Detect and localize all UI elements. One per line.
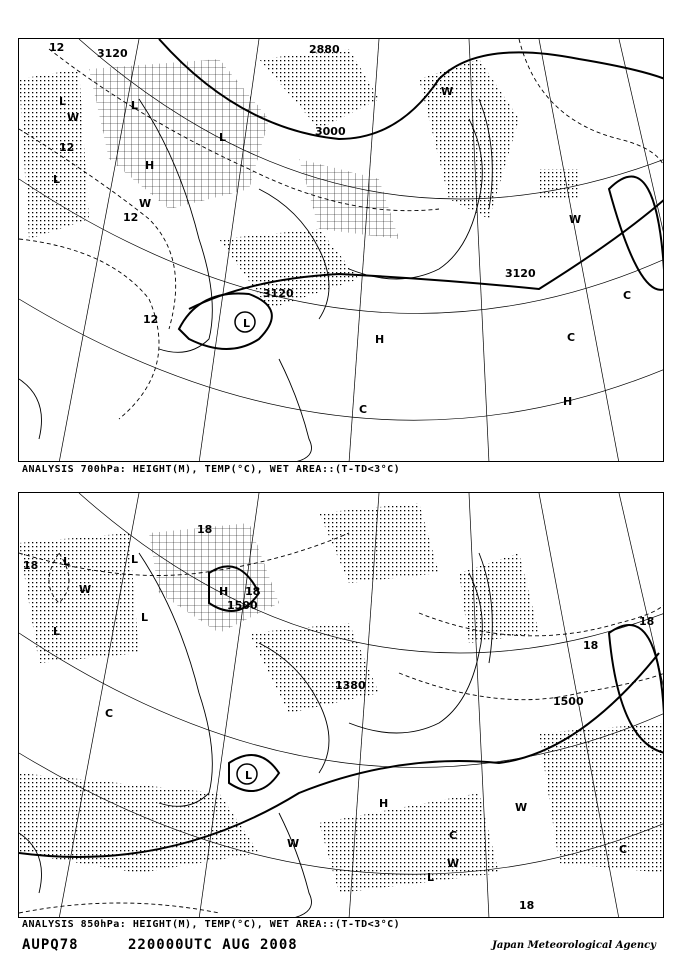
low-center: L bbox=[53, 625, 61, 638]
low-center: L bbox=[59, 95, 67, 108]
valid-time: 220000UTC AUG 2008 bbox=[128, 937, 298, 953]
high-center: H bbox=[375, 333, 385, 346]
contour-label: 3120 bbox=[263, 287, 294, 300]
high-center: H bbox=[563, 395, 573, 408]
contour-label: 18 bbox=[23, 559, 39, 572]
high-center: H bbox=[145, 159, 155, 172]
contour-label: 3000 bbox=[315, 125, 346, 138]
contour-label: 18 bbox=[519, 899, 535, 912]
cold-center: C bbox=[619, 843, 628, 856]
contour-label: 2880 bbox=[309, 43, 340, 56]
warm-center: W bbox=[67, 111, 80, 124]
low-center: L bbox=[63, 555, 71, 568]
low-center: L bbox=[219, 131, 227, 144]
contour-label: 3120 bbox=[97, 47, 128, 60]
contour-label: 12 bbox=[143, 313, 159, 326]
low-center: L bbox=[427, 871, 435, 884]
warm-center: W bbox=[569, 213, 582, 226]
warm-center: W bbox=[139, 197, 152, 210]
warm-center: W bbox=[515, 801, 528, 814]
contour-label: 18 bbox=[245, 585, 261, 598]
map-700hpa-svg bbox=[19, 39, 664, 462]
contour-label: 3120 bbox=[505, 267, 536, 280]
low-center: L bbox=[243, 317, 251, 330]
map-panel-700hpa bbox=[18, 38, 664, 462]
contour-label: 1500 bbox=[227, 599, 258, 612]
low-center: L bbox=[141, 611, 149, 624]
cold-center: C bbox=[449, 829, 458, 842]
cold-center: C bbox=[105, 707, 114, 720]
map-panel-850hpa bbox=[18, 492, 664, 918]
high-center: H bbox=[379, 797, 389, 810]
contour-label: 12 bbox=[59, 141, 75, 154]
caption-850hpa: ANALYSIS 850hPa: HEIGHT(M), TEMP(°C), WET AREA::(T-TD<3°C) bbox=[22, 919, 401, 930]
contour-label: 18 bbox=[583, 639, 599, 652]
cold-center: C bbox=[623, 289, 632, 302]
contour-label: 1500 bbox=[553, 695, 584, 708]
warm-center: W bbox=[447, 857, 460, 870]
warm-center: W bbox=[79, 583, 92, 596]
cold-center: C bbox=[359, 403, 368, 416]
agency-name: Japan Meteorological Agency bbox=[492, 940, 656, 951]
low-center: L bbox=[131, 99, 139, 112]
contour-label: 18 bbox=[197, 523, 213, 536]
low-center: L bbox=[53, 173, 61, 186]
warm-center: W bbox=[287, 837, 300, 850]
cold-center: C bbox=[567, 331, 576, 344]
low-center: L bbox=[131, 553, 139, 566]
contour-label: 18 bbox=[639, 615, 655, 628]
map-850hpa-svg bbox=[19, 493, 664, 918]
contour-label: 1380 bbox=[335, 679, 366, 692]
caption-700hpa: ANALYSIS 700hPa: HEIGHT(M), TEMP(°C), WET AREA::(T-TD<3°C) bbox=[22, 464, 401, 475]
chart-code: AUPQ78 bbox=[22, 937, 79, 953]
low-center: L bbox=[245, 769, 253, 782]
high-center: H bbox=[219, 585, 229, 598]
warm-center: W bbox=[441, 85, 454, 98]
contour-label: 12 bbox=[123, 211, 139, 224]
contour-label: 12 bbox=[49, 41, 65, 54]
